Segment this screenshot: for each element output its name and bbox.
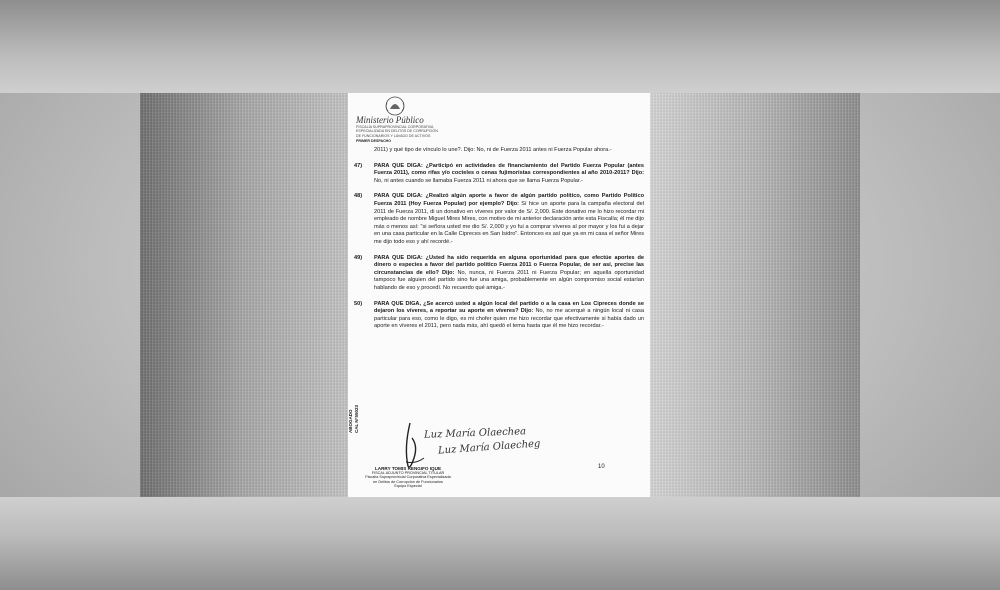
question-continuation: 2011) y qué tipo de vínculo lo une?. Dijo: No, ni de Fuerza 2011 antes ni Fuerza Popular ahora.- [374, 147, 612, 153]
question-49 [354, 255, 644, 293]
national-seal-icon [382, 95, 408, 117]
answer-text: No, no me acerqué a ningún local ni casa particular para eso, como le digo, es mi chofer quien me hizo recordar que efectivamente si había dado un aporte en víveres el 2011, pero nada más, ahí quedó el tema hasta que él me hizo recordar.- [374, 308, 644, 330]
side-stamp-line: CAL N°55023 [354, 405, 359, 433]
prosecutor-stamp [348, 466, 468, 489]
stamp-name: LARRY TOMIS RENGIFO IQUE [374, 466, 442, 471]
page-number: 10 [598, 464, 605, 470]
answer-text: Sí hice un aporte para la campaña electoral del 2011 de Fuerza 2011, di un donativo en víveres por valor de S/. 2,000. Este donativo me lo hizo recordar mi empleado de nombre Miguel Mires Mires, con motivo de mi anterior declaración ante esta Fiscalía; él me dijo más o menos así: "si señora usted me dio S/. 2,000 y yo fui a comprar víveres al por mayor y los fui a dejar en una casa particular en la Calle Cipreces en San Isidro". Entonces es así que ya en mi casa el señor Mires me dijo todo eso y ahí recordé.- [374, 200, 644, 245]
stamp-line: Equipo Especial [394, 484, 422, 489]
document-page [348, 93, 650, 497]
lawyer-side-stamp [348, 343, 366, 433]
question-48 [354, 193, 644, 246]
fabric-panel-left [140, 93, 348, 497]
signature-1: Luz María Olaechea [423, 426, 527, 441]
side-stamp-line: ABOGADO [348, 409, 353, 433]
question-number: 47) [354, 162, 363, 169]
answer-text: No, ni antes cuando se llamaba Fuerza 2011 ni ahora que se llama Fuerza Popular.- [374, 177, 583, 184]
header-line: DE FUNCIONARIOS Y LAVADO DE ACTIVOS [356, 133, 431, 138]
header-title: Ministerio Público [356, 115, 424, 125]
answer-text: No, nunca, ni Fuerza 2011 ni Fuerza Popular; en aquella oportunidad tampoco fue alguien del partido sino fue una amiga, probablemente en algún compromiso social estarían hablando de eso y procedí. No recuerdo qué amiga.- [374, 269, 644, 291]
question-bold: PARA QUE DIGA, ¿Se acercó usted a algún local del partido o a la casa en Los Cipreces donde se dejaron los víveres, a reportar su aporte en víveres? Dijo: [374, 300, 644, 315]
background-bottom-blur [0, 497, 1000, 590]
fabric-panel-right [650, 93, 860, 497]
stamp-line: en Delitos de Corrupción de Funcionarios [373, 479, 443, 484]
question-bold: PARA QUE DIGA: ¿Usted ha sido requerida en alguna oportunidad para que efectúe aportes de dinero o especies a favor del partido político Fuerza 2011 o Fuerza Popular, de ser así, precise las circunstancias de ello? Dijo: [374, 254, 644, 276]
question-number: 50) [354, 300, 363, 307]
stamp-line: Fiscalía Supraprovincial Corporativa Especializada [365, 475, 451, 480]
question-47 [354, 163, 644, 186]
question-text [374, 301, 644, 331]
header-line: ESPECIALIZADA EN DELITOS DE CORRUPCIÓN [356, 129, 438, 134]
question-number: 49) [354, 254, 363, 261]
question-text [374, 163, 644, 186]
question-bold: PARA QUE DIGA: ¿Participó en actividades de financiamiento del Partido Fuerza Popular (antes Fuerza 2011), como rifas y/o cocteles o cenas fujimoristas correspondientes al año 2010-2011? Dijo: [374, 162, 644, 177]
document-header [356, 115, 496, 143]
header-line: FISCALÍA SUPRAPROVINCIAL CORPORATIVA [356, 125, 434, 129]
question-bold: PARA QUE DIGA: ¿Realizó algún aporte a favor de algún partido político, como Partido Político Fuerza 2011 (Hoy Fuerza Popular) por ejemplo? Dijo: [374, 193, 644, 207]
question-50 [354, 301, 644, 331]
document-body [354, 147, 644, 339]
stamp-line: FISCAL ADJUNTO PROVINCIAL TITULAR [371, 471, 445, 475]
question-number: 48) [354, 193, 363, 200]
signature-2: Luz María Olaecheg [437, 438, 541, 457]
question-text [374, 193, 644, 246]
background-top-blur [0, 0, 1000, 93]
question-text [374, 255, 644, 293]
header-despacho: PRIMER DESPACHO [356, 139, 392, 144]
